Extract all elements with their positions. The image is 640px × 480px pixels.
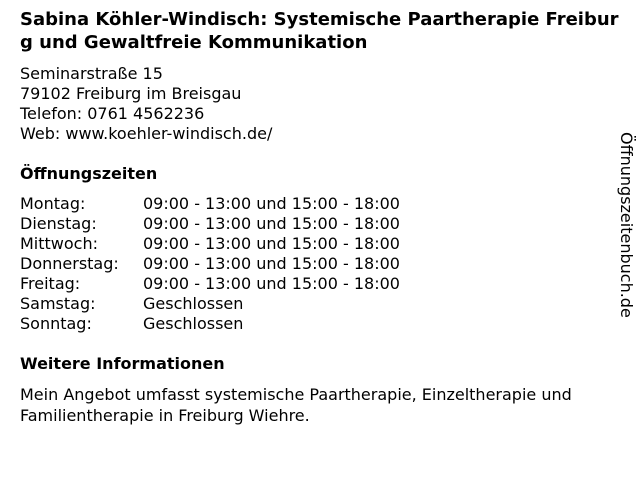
hours-value: 09:00 - 13:00 und 15:00 - 18:00: [143, 194, 400, 213]
hours-value: 09:00 - 13:00 und 15:00 - 18:00: [143, 254, 400, 273]
hours-value: Geschlossen: [143, 314, 244, 333]
hours-value: 09:00 - 13:00 und 15:00 - 18:00: [143, 274, 400, 293]
opening-hours-heading: Öffnungszeiten: [20, 164, 158, 183]
day-label: Sonntag:: [20, 314, 92, 333]
hours-value: 09:00 - 13:00 und 15:00 - 18:00: [143, 214, 400, 233]
day-label: Mittwoch:: [20, 234, 98, 253]
business-title: Sabina Köhler-Windisch: Systemische Paartherapie Freiburg und Gewaltfreie Kommunikation: [20, 9, 619, 53]
day-label: Donnerstag:: [20, 254, 119, 273]
city-address: 79102 Freiburg im Breisgau: [20, 84, 242, 103]
address-block: [20, 64, 272, 144]
street-address: Seminarstraße 15: [20, 64, 163, 83]
more-info-heading: Weitere Informationen: [20, 354, 225, 373]
day-label: Dienstag:: [20, 214, 97, 233]
hours-value: 09:00 - 13:00 und 15:00 - 18:00: [143, 234, 400, 253]
day-label: Montag:: [20, 194, 86, 213]
more-info-text: Mein Angebot umfasst systemische Paartherapie, Einzeltherapie und Familientherapie in Freiburg Wiehre.: [20, 385, 572, 425]
day-label: Samstag:: [20, 294, 96, 313]
day-label: Freitag:: [20, 274, 81, 293]
phone-number: Telefon: 0761 4562236: [20, 104, 205, 123]
website-link: Web: www.koehler-windisch.de/: [20, 124, 273, 143]
site-watermark: Öffnungszeitenbuch.de: [617, 132, 636, 318]
hours-value: Geschlossen: [143, 294, 244, 313]
